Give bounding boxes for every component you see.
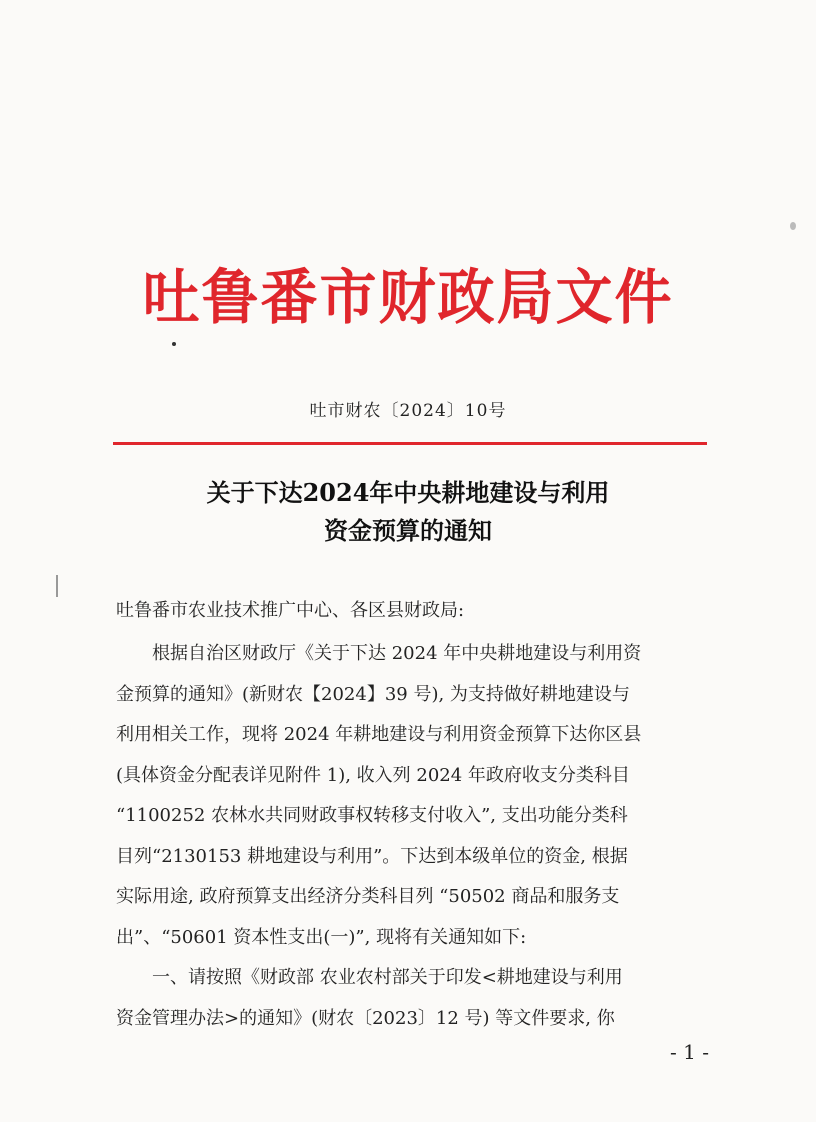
body-line: 实际用途, 政府预算支出经济分类科目列 “50502 商品和服务支 (116, 886, 620, 907)
body-line: 资金管理办法>的通知》(财农〔2023〕12 号) 等文件要求, 你 (116, 1007, 615, 1029)
page-number: - 1 - (670, 1040, 709, 1064)
body-line: 利用相关工作，现将 2024 年耕地建设与利用资金预算下达你区县 (116, 724, 642, 745)
document-body (116, 634, 716, 1039)
stray-dot (790, 222, 796, 230)
body-line: 出”、“50601 资本性支出(一)”, 现将有关通知如下: (116, 926, 527, 948)
stray-dot (172, 342, 176, 346)
body-line: 金预算的通知》(新财农【2024】39 号), 为支持做好耕地建设与 (116, 683, 630, 705)
addressee: 吐鲁番市农业技术推广中心、各区县财政局: (116, 600, 465, 621)
body-line: 一、请按照《财政部 农业农村部关于印发<耕地建设与利用 (152, 967, 623, 988)
title-line-2: 资金预算的通知 (324, 516, 492, 545)
document-title (0, 474, 816, 550)
red-separator-line (113, 442, 707, 445)
body-line: 目列“2130153 耕地建设与利用”。下达到本级单位的资金, 根据 (116, 845, 628, 867)
body-line: “1100252 农林水共同财政事权转移支付收入”, 支出功能分类科 (116, 805, 628, 826)
body-line: 根据自治区财政厅《关于下达 2024 年中央耕地建设与利用资 (152, 643, 642, 664)
body-line: (具体资金分配表详见附件 1), 收入列 2024 年政府收支分类科目 (116, 764, 630, 786)
document-masthead: 吐鲁番市财政局文件 (142, 263, 674, 333)
document-number: 吐市财农〔2024〕10号 (309, 401, 507, 421)
title-line-1: 关于下达2024年中央耕地建设与利用 (206, 478, 610, 507)
stray-pen-mark (56, 575, 58, 597)
